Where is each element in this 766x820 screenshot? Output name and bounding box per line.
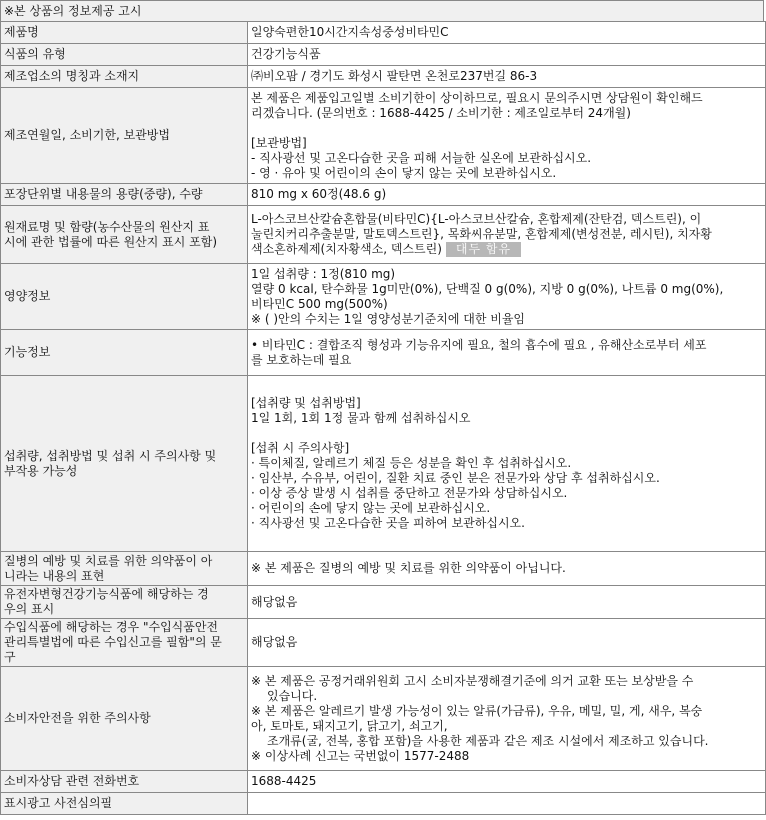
function-label: 기능정보 bbox=[1, 330, 248, 376]
function-line: • 비타민C : 결합조직 형성과 기능유지에 필요, 철의 흡수에 필요 , 유해산소로부터 세포 bbox=[251, 337, 707, 352]
table-row bbox=[1, 206, 766, 264]
not-medicine-label-line: 니라는 내용의 표현 bbox=[4, 568, 105, 583]
import-label-line: 관리특별법에 따른 수입신고를 필함"의 문 bbox=[4, 635, 222, 649]
nutrition-line: 1일 섭취량 : 1정(810 mg) bbox=[251, 266, 396, 281]
nutrition-line: ※ ( )안의 수치는 1일 영양성분기준치에 대한 비율임 bbox=[251, 311, 526, 326]
table-row bbox=[1, 330, 766, 376]
intake-line: [섭취량 및 섭취방법] bbox=[251, 396, 361, 410]
caution-line: ※ 이상사례 신고는 국번없이 1577-2488 bbox=[251, 748, 470, 763]
allergen-badge: 대두 함유 bbox=[446, 242, 521, 257]
nutrition-label: 영양정보 bbox=[1, 264, 248, 330]
capacity-label: 포장단위별 내용물의 용량(중량), 수량 bbox=[1, 184, 248, 206]
intake-line: · 이상 증상 발생 시 섭취를 중단하고 전문가와 상담하십시오. bbox=[251, 486, 568, 500]
intake-line: [섭취 시 주의사항] bbox=[251, 441, 350, 455]
caution-label: 소비자안전을 위한 주의사항 bbox=[1, 667, 248, 771]
ingredients-line: 색소혼하제제(치자황색소, 덱스트린) bbox=[251, 242, 442, 256]
caution-line: 조개류(굴, 전복, 홍합 포함)을 사용한 제품과 같은 제조 시설에서 제조하고 있습니다. bbox=[267, 733, 709, 748]
table-row bbox=[1, 376, 766, 552]
caution-line: ※ 본 제품은 알레르기 발생 가능성이 있는 알류(가금류), 우유, 메밀, 밀, 게, 새우, 복숭 bbox=[251, 703, 703, 718]
nutrition-line: 비타민C 500 mg(500%) bbox=[251, 296, 388, 311]
gmo-label-line: 우의 표시 bbox=[4, 602, 55, 616]
food-type-label: 식품의 유형 bbox=[1, 44, 248, 66]
ad-review-value bbox=[248, 793, 766, 815]
caution-line: 아, 토마토, 돼지고기, 닭고기, 쇠고기, bbox=[251, 718, 448, 733]
import-label-line: 구 bbox=[4, 650, 16, 664]
dates-line: - 직사광선 및 고온다습한 곳을 피해 서늘한 실온에 보관하십시오. bbox=[251, 150, 592, 165]
gmo-value: 해당없음 bbox=[248, 586, 766, 619]
gmo-label bbox=[1, 586, 248, 619]
product-info-table bbox=[0, 21, 766, 815]
caution-value bbox=[248, 667, 766, 771]
dates-line: [보관방법] bbox=[251, 135, 307, 150]
dates-label: 제조연월일, 소비기한, 보관방법 bbox=[1, 88, 248, 184]
ingredients-line: 눌린치커리추출분말, 말토덱스트린}, 목화씨유분말, 혼합제제(변성전분, 레시틴), 치자황 bbox=[251, 227, 712, 241]
dates-line: 리겠습니다. (문의번호 : 1688-4425 / 소비기한 : 제조일로부터 24개월) bbox=[251, 105, 631, 120]
not-medicine-label bbox=[1, 552, 248, 586]
table-row bbox=[1, 88, 766, 184]
table-row bbox=[1, 771, 766, 793]
intake-value bbox=[248, 376, 766, 552]
capacity-value: 810 mg x 60정(48.6 g) bbox=[248, 184, 766, 206]
ingredients-label-line: 원재료명 및 함량(농수산물의 원산지 표 bbox=[4, 219, 210, 234]
manufacturer-value: ㈜비오팜 / 경기도 화성시 팔탄면 온천로237번길 86-3 bbox=[248, 66, 766, 88]
table-row bbox=[1, 667, 766, 771]
caution-line: 있습니다. bbox=[267, 688, 318, 703]
import-value: 해당없음 bbox=[248, 619, 766, 667]
table-row bbox=[1, 552, 766, 586]
intake-line: · 어린이의 손에 닿지 않는 곳에 보관하십시오. bbox=[251, 501, 491, 515]
table-row bbox=[1, 586, 766, 619]
intake-label bbox=[1, 376, 248, 552]
ingredients-label-line: 시에 관한 법률에 따른 원산지 표시 포함) bbox=[4, 234, 218, 249]
intake-line: 1일 1회, 1회 1정 물과 함께 섭취하십시오 bbox=[251, 411, 471, 425]
food-type-value: 건강기능식품 bbox=[248, 44, 766, 66]
table-row bbox=[1, 22, 766, 44]
intake-label-line: 섭취량, 섭취방법 및 섭취 시 주의사항 및 bbox=[4, 448, 217, 463]
nutrition-line: 열량 0 kcal, 탄수화물 1g미만(0%), 단백질 0 g(0%), 지방 0 g(0%), 나트륨 0 mg(0%), bbox=[251, 281, 724, 296]
table-row bbox=[1, 619, 766, 667]
gmo-label-line: 유전자변형건강기능식품에 해당하는 경 bbox=[4, 587, 209, 601]
notice-heading: ※본 상품의 정보제공 고시 bbox=[0, 0, 764, 21]
ad-review-label: 표시광고 사전심의필 bbox=[1, 793, 248, 815]
ingredients-value bbox=[248, 206, 766, 264]
dates-value bbox=[248, 88, 766, 184]
product-name-label: 제품명 bbox=[1, 22, 248, 44]
table-row bbox=[1, 44, 766, 66]
dates-line: 본 제품은 제품입고일별 소비기한이 상이하므로, 필요시 문의주시면 상담원이 확인해드 bbox=[251, 90, 703, 105]
function-line: 를 보호하는데 필요 bbox=[251, 352, 352, 367]
dates-line: - 영 · 유아 및 어린이의 손이 닿지 않는 곳에 보관하십시오. bbox=[251, 165, 557, 180]
manufacturer-label: 제조업소의 명칭과 소재지 bbox=[1, 66, 248, 88]
not-medicine-label-line: 질병의 예방 및 치료를 위한 의약품이 아 bbox=[4, 553, 213, 568]
import-label bbox=[1, 619, 248, 667]
not-medicine-value: ※ 본 제품은 질병의 예방 및 치료를 위한 의약품이 아닙니다. bbox=[248, 552, 766, 586]
intake-line: · 임산부, 수유부, 어린이, 질환 치료 중인 분은 전문가와 상담 후 섭취하십시오. bbox=[251, 471, 660, 485]
table-row bbox=[1, 264, 766, 330]
ingredients-label bbox=[1, 206, 248, 264]
nutrition-value bbox=[248, 264, 766, 330]
table-row bbox=[1, 66, 766, 88]
phone-value: 1688-4425 bbox=[248, 771, 766, 793]
intake-line: · 특이체질, 알레르기 체질 등은 성분을 확인 후 섭취하십시오. bbox=[251, 456, 572, 470]
product-name-value: 일양숙편한10시간지속성중성비타민C bbox=[248, 22, 766, 44]
intake-label-line: 부작용 가능성 bbox=[4, 463, 78, 478]
phone-label: 소비자상담 관련 전화번호 bbox=[1, 771, 248, 793]
caution-line: ※ 본 제품은 공정거래위원회 고시 소비자분쟁해결기준에 의거 교환 또는 보상받을 수 bbox=[251, 673, 694, 688]
table-row bbox=[1, 184, 766, 206]
table-row bbox=[1, 793, 766, 815]
intake-line: · 직사광선 및 고온다습한 곳을 피하여 보관하십시오. bbox=[251, 516, 525, 530]
import-label-line: 수입식품에 해당하는 경우 "수입식품안전 bbox=[4, 620, 219, 634]
ingredients-line: L-아스코브산칼슘혼합물(비타민C){L-아스코브산칼슘, 혼합제제(잔탄검, 덱스트린), 이 bbox=[251, 212, 702, 226]
function-value bbox=[248, 330, 766, 376]
